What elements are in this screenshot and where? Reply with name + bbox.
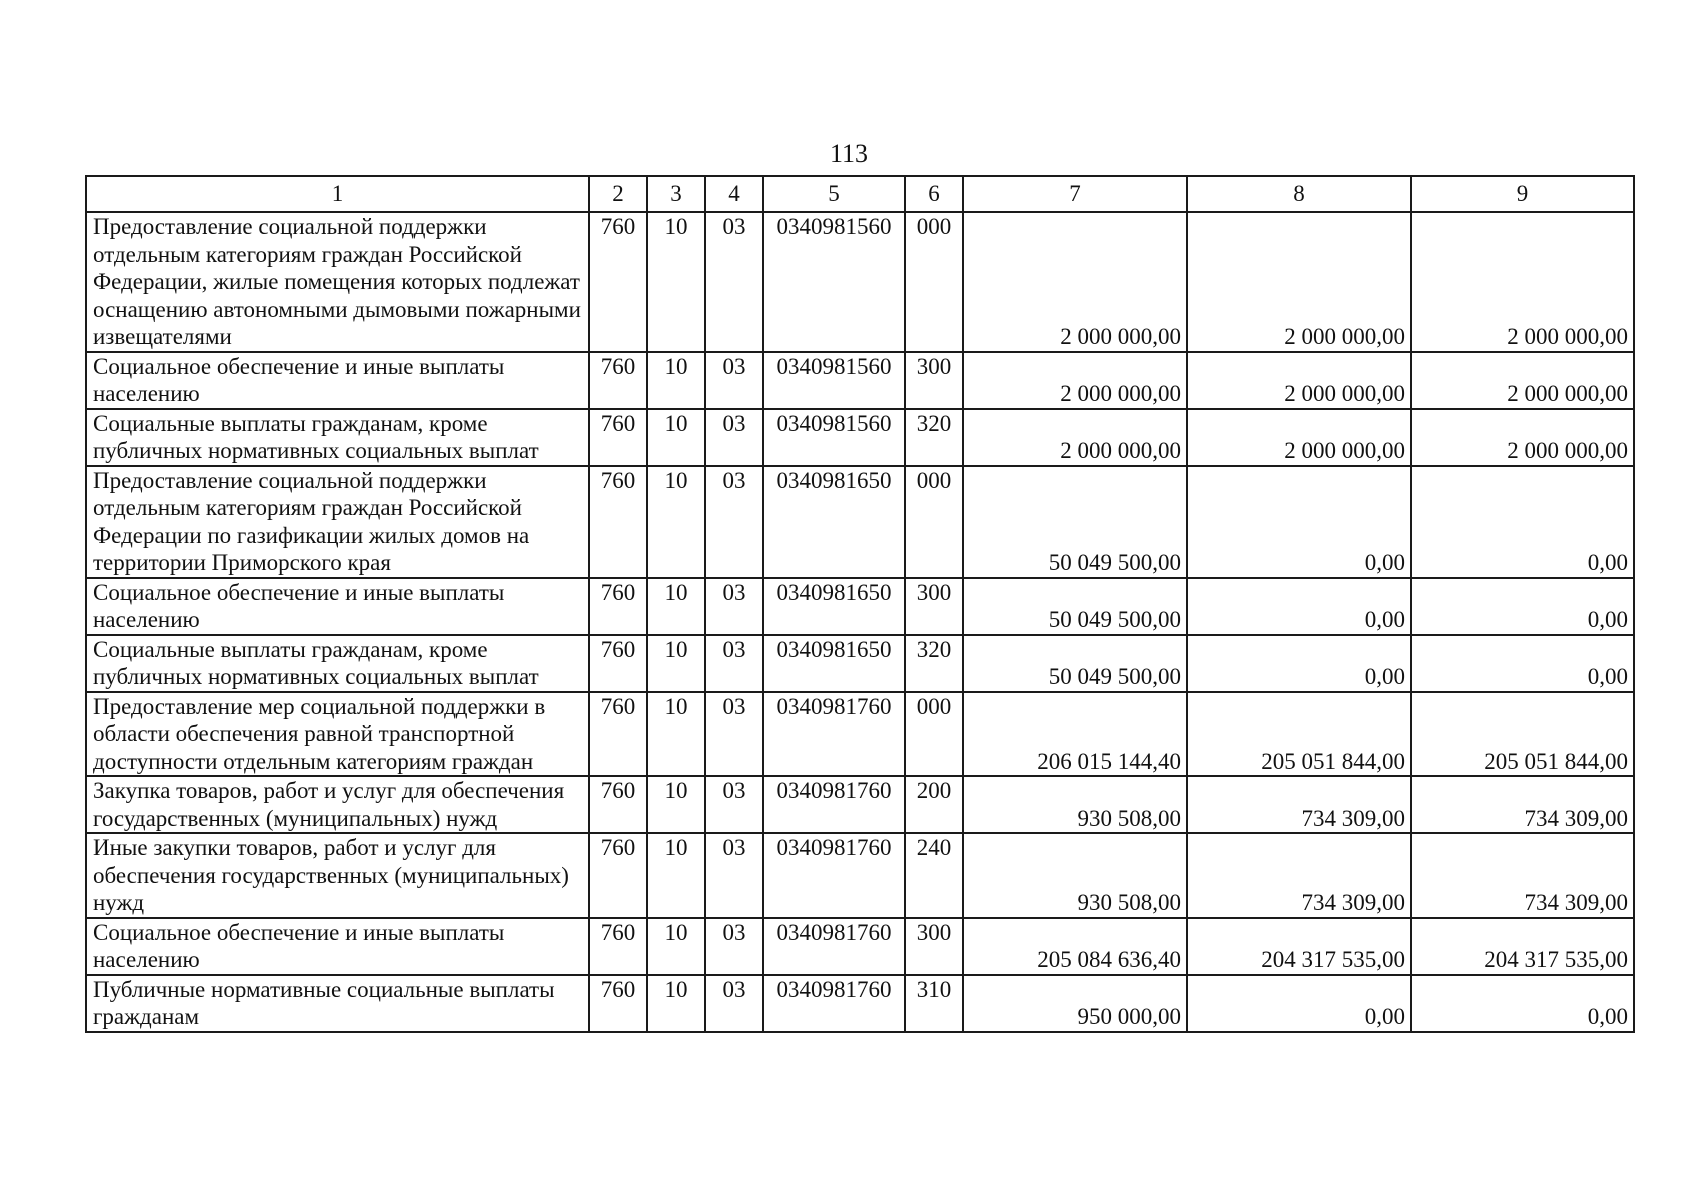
code-6-cell: 240: [905, 833, 963, 918]
code-5-cell: 0340981560: [763, 212, 905, 352]
code-6-cell: 300: [905, 578, 963, 635]
code-2-cell: 760: [589, 578, 647, 635]
code-3-cell: 10: [647, 692, 705, 777]
code-4-cell: 03: [705, 776, 763, 833]
row-name-cell: Социальное обеспечение и иные выплаты населению: [86, 918, 589, 975]
row-name-cell: Публичные нормативные социальные выплаты гражданам: [86, 975, 589, 1032]
code-5-cell: 0340981760: [763, 975, 905, 1032]
amount-8-cell: 0,00: [1187, 466, 1411, 578]
row-name-cell: Закупка товаров, работ и услуг для обеспечения государственных (муниципальных) нужд: [86, 776, 589, 833]
amount-8-cell: 0,00: [1187, 578, 1411, 635]
code-5-cell: 0340981560: [763, 409, 905, 466]
header-cell: 7: [963, 176, 1187, 212]
code-4-cell: 03: [705, 409, 763, 466]
amount-8-cell: 0,00: [1187, 635, 1411, 692]
header-cell: 9: [1411, 176, 1634, 212]
code-5-cell: 0340981760: [763, 692, 905, 777]
code-4-cell: 03: [705, 635, 763, 692]
code-5-cell: 0340981760: [763, 918, 905, 975]
amount-7-cell: 2 000 000,00: [963, 352, 1187, 409]
amount-9-cell: 734 309,00: [1411, 833, 1634, 918]
amount-8-cell: 734 309,00: [1187, 776, 1411, 833]
code-6-cell: 000: [905, 212, 963, 352]
code-4-cell: 03: [705, 975, 763, 1032]
code-4-cell: 03: [705, 466, 763, 578]
table-row: [86, 409, 1634, 466]
table-row: [86, 776, 1634, 833]
table-row: [86, 466, 1634, 578]
code-3-cell: 10: [647, 918, 705, 975]
amount-8-cell: 2 000 000,00: [1187, 352, 1411, 409]
amount-7-cell: 205 084 636,40: [963, 918, 1187, 975]
header-cell: 6: [905, 176, 963, 212]
code-2-cell: 760: [589, 212, 647, 352]
row-name-cell: Социальные выплаты гражданам, кроме публичных нормативных социальных выплат: [86, 409, 589, 466]
code-2-cell: 760: [589, 466, 647, 578]
table-row: [86, 692, 1634, 777]
code-4-cell: 03: [705, 578, 763, 635]
header-cell: 3: [647, 176, 705, 212]
code-4-cell: 03: [705, 918, 763, 975]
amount-7-cell: 930 508,00: [963, 833, 1187, 918]
row-name-cell: Предоставление социальной поддержки отдельным категориям граждан Российской Федерации по газификации жилых домов на территории Приморского края: [86, 466, 589, 578]
amount-9-cell: 2 000 000,00: [1411, 409, 1634, 466]
row-name-cell: Социальное обеспечение и иные выплаты населению: [86, 578, 589, 635]
row-name-cell: Предоставление социальной поддержки отдельным категориям граждан Российской Федерации, жилые помещения которых подлежат оснащению автономными дымовыми пожарными извещателями: [86, 212, 589, 352]
code-4-cell: 03: [705, 352, 763, 409]
code-4-cell: 03: [705, 833, 763, 918]
header-row: [86, 176, 1634, 212]
row-name-cell: Иные закупки товаров, работ и услуг для обеспечения государственных (муниципальных) нужд: [86, 833, 589, 918]
code-3-cell: 10: [647, 466, 705, 578]
code-5-cell: 0340981650: [763, 635, 905, 692]
code-4-cell: 03: [705, 692, 763, 777]
code-3-cell: 10: [647, 776, 705, 833]
table-row: [86, 352, 1634, 409]
code-3-cell: 10: [647, 212, 705, 352]
table-row: [86, 635, 1634, 692]
header-cell: 5: [763, 176, 905, 212]
code-6-cell: 000: [905, 692, 963, 777]
amount-7-cell: 930 508,00: [963, 776, 1187, 833]
code-6-cell: 320: [905, 635, 963, 692]
amount-8-cell: 0,00: [1187, 975, 1411, 1032]
amount-9-cell: 0,00: [1411, 975, 1634, 1032]
code-5-cell: 0340981760: [763, 776, 905, 833]
row-name-cell: Предоставление мер социальной поддержки в области обеспечения равной транспортной доступности отдельным категориям граждан: [86, 692, 589, 777]
table-row: [86, 578, 1634, 635]
code-3-cell: 10: [647, 635, 705, 692]
amount-9-cell: 0,00: [1411, 635, 1634, 692]
row-name-cell: Социальные выплаты гражданам, кроме публичных нормативных социальных выплат: [86, 635, 589, 692]
header-cell: 8: [1187, 176, 1411, 212]
code-3-cell: 10: [647, 975, 705, 1032]
amount-8-cell: 2 000 000,00: [1187, 409, 1411, 466]
code-6-cell: 300: [905, 918, 963, 975]
amount-7-cell: 206 015 144,40: [963, 692, 1187, 777]
amount-8-cell: 204 317 535,00: [1187, 918, 1411, 975]
amount-7-cell: 50 049 500,00: [963, 466, 1187, 578]
amount-7-cell: 2 000 000,00: [963, 409, 1187, 466]
amount-9-cell: 2 000 000,00: [1411, 212, 1634, 352]
code-2-cell: 760: [589, 776, 647, 833]
amount-7-cell: 50 049 500,00: [963, 635, 1187, 692]
code-3-cell: 10: [647, 409, 705, 466]
code-5-cell: 0340981650: [763, 578, 905, 635]
code-2-cell: 760: [589, 833, 647, 918]
table-body: [86, 212, 1634, 1032]
code-3-cell: 10: [647, 352, 705, 409]
table-row: [86, 918, 1634, 975]
code-6-cell: 000: [905, 466, 963, 578]
code-6-cell: 320: [905, 409, 963, 466]
code-6-cell: 200: [905, 776, 963, 833]
amount-8-cell: 205 051 844,00: [1187, 692, 1411, 777]
row-name-cell: Социальное обеспечение и иные выплаты населению: [86, 352, 589, 409]
amount-9-cell: 205 051 844,00: [1411, 692, 1634, 777]
amount-8-cell: 734 309,00: [1187, 833, 1411, 918]
page-number: 113: [829, 139, 869, 168]
code-2-cell: 760: [589, 409, 647, 466]
code-6-cell: 310: [905, 975, 963, 1032]
budget-table: [85, 175, 1635, 1033]
amount-9-cell: 204 317 535,00: [1411, 918, 1634, 975]
code-2-cell: 760: [589, 918, 647, 975]
header-cell: 4: [705, 176, 763, 212]
amount-9-cell: 0,00: [1411, 578, 1634, 635]
header-cell: 1: [86, 176, 589, 212]
code-2-cell: 760: [589, 352, 647, 409]
table-row: [86, 212, 1634, 352]
amount-8-cell: 2 000 000,00: [1187, 212, 1411, 352]
code-5-cell: 0340981560: [763, 352, 905, 409]
code-2-cell: 760: [589, 692, 647, 777]
code-5-cell: 0340981760: [763, 833, 905, 918]
code-5-cell: 0340981650: [763, 466, 905, 578]
code-2-cell: 760: [589, 975, 647, 1032]
amount-9-cell: 0,00: [1411, 466, 1634, 578]
table-row: [86, 975, 1634, 1032]
code-6-cell: 300: [905, 352, 963, 409]
amount-7-cell: 950 000,00: [963, 975, 1187, 1032]
code-3-cell: 10: [647, 578, 705, 635]
header-cell: 2: [589, 176, 647, 212]
amount-9-cell: 2 000 000,00: [1411, 352, 1634, 409]
table-row: [86, 833, 1634, 918]
code-4-cell: 03: [705, 212, 763, 352]
amount-7-cell: 2 000 000,00: [963, 212, 1187, 352]
amount-9-cell: 734 309,00: [1411, 776, 1634, 833]
code-3-cell: 10: [647, 833, 705, 918]
amount-7-cell: 50 049 500,00: [963, 578, 1187, 635]
code-2-cell: 760: [589, 635, 647, 692]
